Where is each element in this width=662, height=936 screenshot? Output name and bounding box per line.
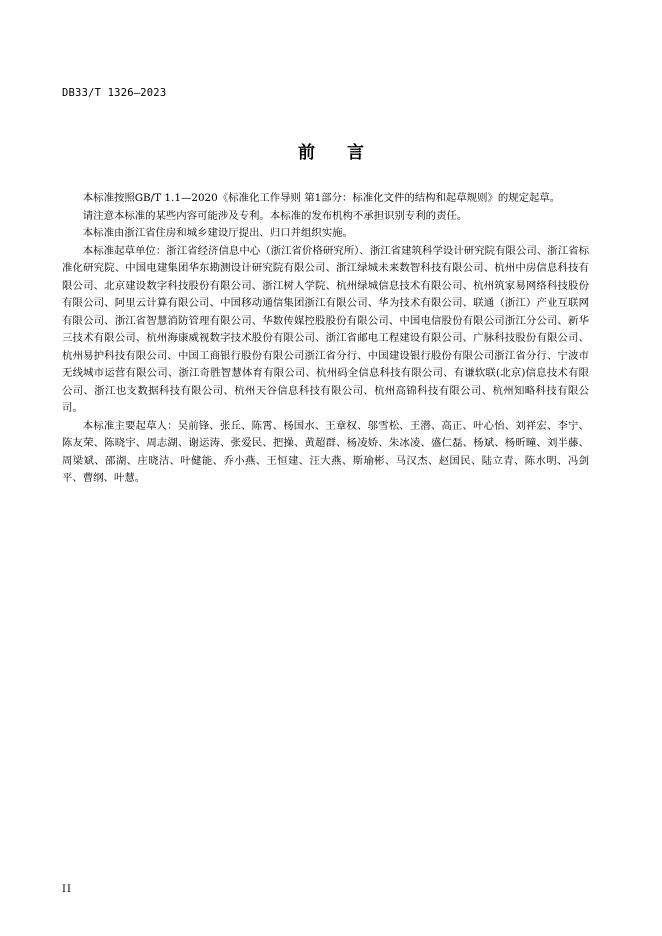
paragraph-proposer: 本标准由浙江省住房和城乡建设厅提出、归口并组织实施。 bbox=[82, 227, 353, 239]
title-char-2: 言 bbox=[347, 143, 364, 163]
paragraph-drafting-rules: 本标准按照GB/T 1.1—2020《标准化工作导则 第1部分：标准化文件的结构和起草规则》的规定起草。 bbox=[82, 192, 561, 204]
paragraph-patent-notice: 请注意本标准的某些内容可能涉及专利。本标准的发布机构不承担识别专利的责任。 bbox=[82, 209, 468, 222]
document-code: DB33/T 1326—2023 bbox=[62, 87, 167, 99]
paragraph-drafters: 本标准主要起草人：吴前锋、张丘、陈霄、杨国水、王章权、邬雪松、王潜、高正、叶心怡、刘祥宏、李宁、陈友荣、陈晓宇、周志湖、谢运涛、张爱民、把操、黄超群、杨凌娇、朱冰凌、盛仁磊、杨斌、杨昕曈、刘半藤、周梁斌、邵湖、庄晓洁、叶健能、乔小燕、王恒建、汪大燕、斯瑜彬、马汉杰、赵国民、陆立青、陈水明、冯剑平、曹纲、叶慧。 bbox=[62, 419, 589, 484]
page-number: II bbox=[62, 884, 72, 895]
foreword-body bbox=[62, 190, 589, 488]
title-char-1: 前 bbox=[298, 143, 315, 163]
page-title bbox=[0, 138, 662, 163]
paragraph-drafting-units: 本标准起草单位：浙江省经济信息中心（浙江省价格研究所）、浙江省建筑科学设计研究院有限公司、浙江省标准化研究院、中国电建集团华东勘测设计研究院有限公司、浙江绿城未来数智科技有限公司、杭州中房信息科技有限公司、北京建设数字科技股份有限公司、浙江树人学院、杭州绿城信息技术有限公司、杭州筑家易网络科技股份有限公司、阿里云计算有限公司、中国移动通信集团浙江有限公司、华为技术有限公司、联通（浙江）产业互联网有限公司、浙江省智慧消防管理有限公司、华数传媒控股股份有限公司、中国电信股份有限公司浙江分公司、新华三技术有限公司、杭州海康威视数字技术股份有限公司、浙江省邮电工程建设有限公司、广脉科技股份有限公司、杭州易护科技有限公司、中国工商银行股份有限公司浙江省分行、中国建设银行股份有限公司浙江省分行、宁波市无线城市运营有限公司、浙江奇胜智慧体育有限公司、杭州码全信息科技有限公司、有谦软联(北京)信息技术有限公司、浙江也支数据科技有限公司、杭州天谷信息科技有限公司、杭州高锦科技有限公司、杭州知略科技有限公司。 bbox=[62, 244, 589, 414]
